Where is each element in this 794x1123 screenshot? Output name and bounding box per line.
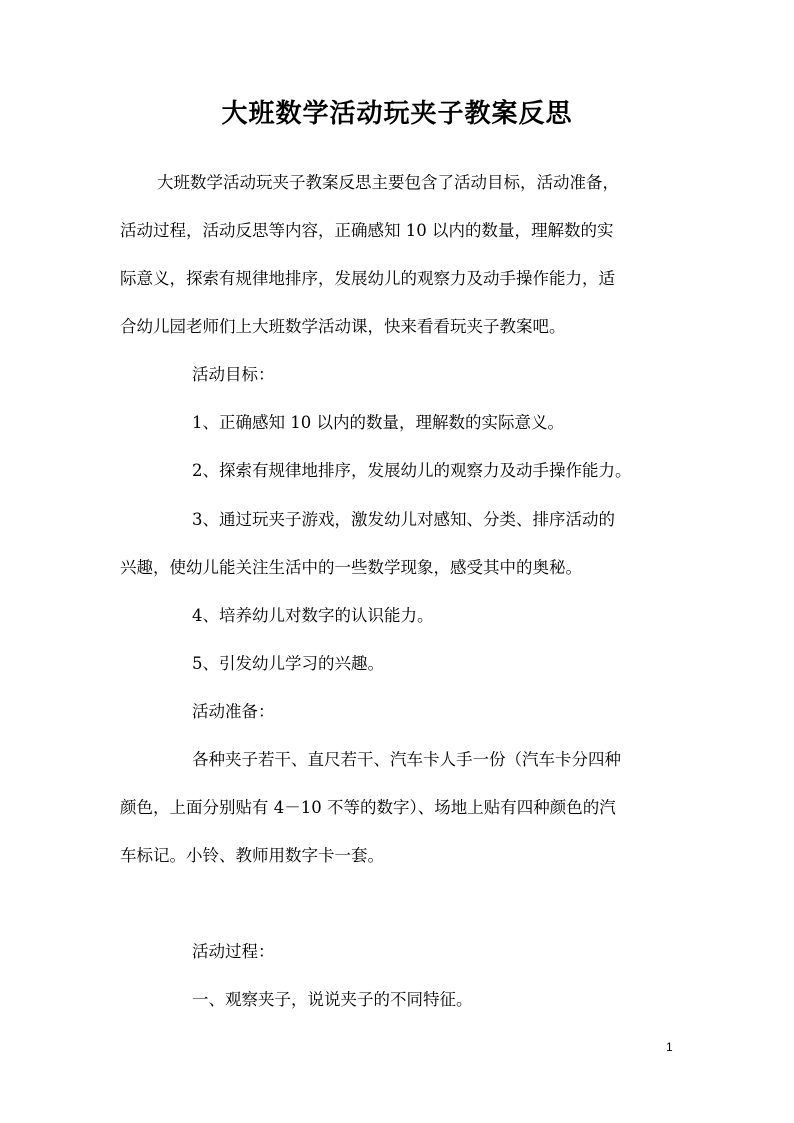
- goal-item-2: 2、探索有规律地排序，发展幼儿的观察力及动手操作能力。: [192, 461, 632, 480]
- section-heading-preparation: 活动准备：: [192, 702, 275, 721]
- goal-item-4: 4、培养幼儿对数字的认识能力。: [192, 606, 434, 625]
- body-line-1: 大班数学活动玩夹子教案反思主要包含了活动目标，活动准备，: [157, 173, 619, 192]
- goal-item-3-continued: 兴趣，使幼儿能关注生活中的一些数学现象，感受其中的奥秘。: [120, 558, 582, 577]
- section-heading-goals: 活动目标：: [192, 365, 275, 384]
- body-line-2: 活动过程，活动反思等内容，正确感知 10 以内的数量，理解数的实: [120, 221, 614, 240]
- page-number: 1: [666, 1040, 673, 1054]
- preparation-line-1: 各种夹子若干、直尺若干、汽车卡人手一份（汽车卡分四种: [192, 750, 621, 769]
- body-line-4: 合幼儿园老师们上大班数学活动课，快来看看玩夹子教案吧。: [120, 317, 566, 336]
- process-step-1: 一、观察夹子，说说夹子的不同特征。: [192, 990, 473, 1009]
- preparation-line-2: 颜色，上面分别贴有 4－10 不等的数字）、场地上贴有四种颜色的汽: [120, 798, 616, 817]
- preparation-line-3: 车标记。小铃、教师用数字卡一套。: [120, 846, 384, 865]
- goal-item-5: 5、引发幼儿学习的兴趣。: [192, 654, 384, 673]
- goal-item-3: 3、通过玩夹子游戏，激发幼儿对感知、分类、排序活动的: [192, 510, 615, 529]
- body-line-3: 际意义，探索有规律地排序，发展幼儿的观察力及动手操作能力，适: [120, 269, 615, 288]
- section-heading-process: 活动过程：: [192, 942, 275, 961]
- document-title: 大班数学活动玩夹子教案反思: [221, 99, 573, 129]
- goal-item-1: 1、正确感知 10 以内的数量，理解数的实际意义。: [192, 413, 564, 432]
